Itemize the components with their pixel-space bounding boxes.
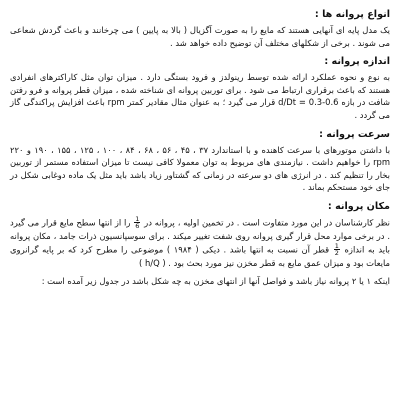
location-text-after: قطر آن نسبت به انتها باشد . دیکی ( ۱۹۸۴ ) موضوعی را مطرح کرد که بر پایه گرانروی مایعات بود و میزان عمق مایع به قطر مخزن نیز مورد بحث بود .	[10, 244, 390, 268]
location-text-mid: را از انتها سطح مایع قرار می گیرد . در برخی موارد محل قرار گیری پروانه روی شفت تغییر میکند . برای سوسپانسیون ذرات جامد ، مکان پروانه باید به اندازه	[10, 217, 390, 255]
section-impeller-types	[10, 8, 390, 49]
fraction-one-sixth	[134, 216, 140, 230]
section-impeller-size	[10, 55, 390, 121]
impeller-ratio-formula: d/Dt = 0.3-0.6	[278, 97, 339, 108]
impeller-size-text-after: قرار می گیرد ؛ به عنوان مثال مقادیر کمتر rpm باعث افزایش پراکندگی گاز می گردد .	[10, 97, 390, 120]
section-impeller-location	[10, 200, 390, 288]
fraction-numerator: 1	[334, 241, 339, 250]
paragraph-impeller-count: اینکه ۱ یا ۲ پروانه نیاز باشد و فواصل آنها از انتهای مخزن به چه شکل باشد در جدول زیر آمده است :	[41, 276, 390, 287]
section-impeller-speed	[10, 128, 390, 194]
heading-impeller-types: انواع پروانه ها :	[314, 9, 390, 20]
heading-impeller-location: مکان پروانه :	[327, 200, 390, 212]
heading-impeller-size: اندازه پروانه :	[324, 56, 390, 68]
paragraph-impeller-size	[10, 71, 390, 121]
paragraph-impeller-types: یک مدل پایه ای آنهایی هستند که مایع را به صورت آگزیال ( بالا به پایین ) می چرخانند و باعث گردش شعاعی می شوند . برخی از شکلهای مختلف آن توضیح داده خواهد شد .	[10, 25, 390, 48]
fraction-denominator: 2	[334, 249, 339, 258]
paragraph-impeller-speed: با داشتن موتورهای با سرعت کاهنده و با استاندارد ۳۷ ، ۴۵ ، ۵۶ ، ۶۸ ، ۸۴ ، ۱۰۰ ، ۱۲۵ ، ۱۵۵ ، ۱۹۰ و ۲۲۰ rpm را خواهیم داشت . نیازمندی های مربوط به توان معمولا کافی نیست تا میزان استفاده مستمر از توربین بخار را تنظیم کند . در انرژی های دو سرعته در زمانی که گشتاور زیاد باشد باید مثل یک ماده دوغابی شکل در جای خود مستحکم بماند .	[10, 144, 391, 193]
location-text-before: نظر کارشناسان در این مورد متفاوت است . در تخمین اولیه ، پروانه در	[144, 217, 390, 228]
fraction-numerator: 1	[135, 214, 140, 223]
heading-impeller-speed: سرعت پروانه :	[319, 128, 390, 140]
hq-ratio: ( h/Q )	[139, 257, 166, 268]
impeller-size-text-before: به نوع و نحوه عملکرد ارائه شده توسط رینولدز و فرود بستگی دارد . میزان توان مثل کاراکترهای انفرادی هستند که باعث برقراری ارتباط می شود . برای توربین پروانه ای شناخته شده ، میزان قطر پروانه و فرو رفتن شافت در بازه	[10, 72, 391, 108]
paragraph-impeller-location	[10, 216, 390, 269]
fraction-one-half	[334, 243, 340, 257]
fraction-denominator: 6	[135, 222, 140, 231]
